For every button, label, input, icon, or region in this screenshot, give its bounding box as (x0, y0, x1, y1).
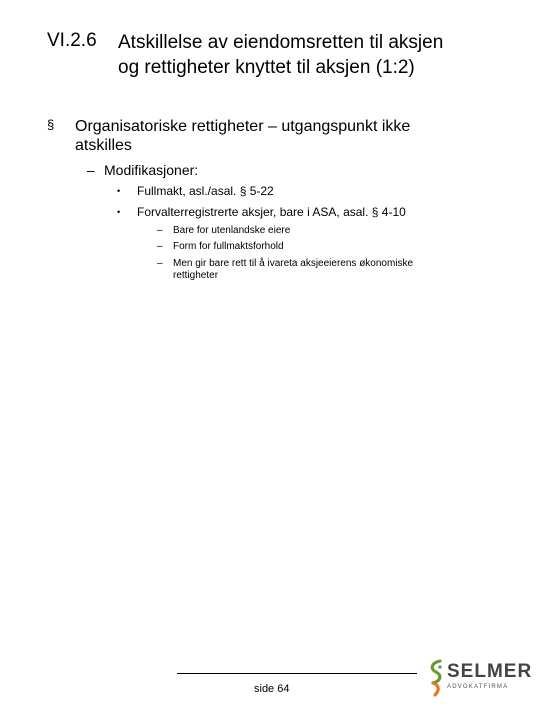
selmer-logo (427, 658, 533, 698)
sub-list-item-text (173, 258, 473, 282)
sub-bullet-label: Modifikasjoner: (104, 162, 199, 178)
main-bullet-line-1: Organisatoriske rettigheter – utgangspunkt ikke (75, 118, 411, 135)
selmer-emblem-icon (427, 658, 445, 698)
bullet-icon: • (117, 186, 121, 196)
sub-list-item-text: Bare for utenlandske eiere (173, 225, 291, 236)
main-bullet-text (75, 117, 475, 155)
list-item-text: Forvalterregistrerte aksjer, bare i ASA, asal. § 4-10 (137, 205, 406, 219)
title-text (118, 30, 518, 80)
bullet-icon: • (117, 207, 121, 217)
logo-subtitle: ADVOKATFIRMA (447, 684, 509, 690)
title-line-1: Atskillelse av eiendomsretten til aksjen (118, 32, 444, 53)
sub-list-item-line-2: rettigheter (173, 270, 219, 281)
sub-list-item-text: Form for fullmaktsforhold (173, 241, 284, 252)
section-number: VI.2.6 (47, 30, 97, 51)
title-line-2: og rettigheter knyttet til aksjen (1:2) (118, 57, 415, 78)
footer-divider (177, 673, 417, 674)
dash-icon: – (157, 225, 163, 236)
page-number: side 64 (254, 683, 290, 695)
dash-icon: – (87, 162, 95, 178)
list-item-text: Fullmakt, asl./asal. § 5-22 (137, 184, 274, 198)
dash-icon: – (157, 258, 163, 269)
sub-list-item-line-1: Men gir bare rett til å ivareta aksjeeierens økonomiske (173, 258, 414, 269)
section-bullet-icon: § (47, 117, 55, 132)
logo-wordmark: SELMER (447, 661, 533, 682)
dash-icon: – (157, 241, 163, 252)
main-bullet-line-2: atskilles (75, 137, 132, 154)
